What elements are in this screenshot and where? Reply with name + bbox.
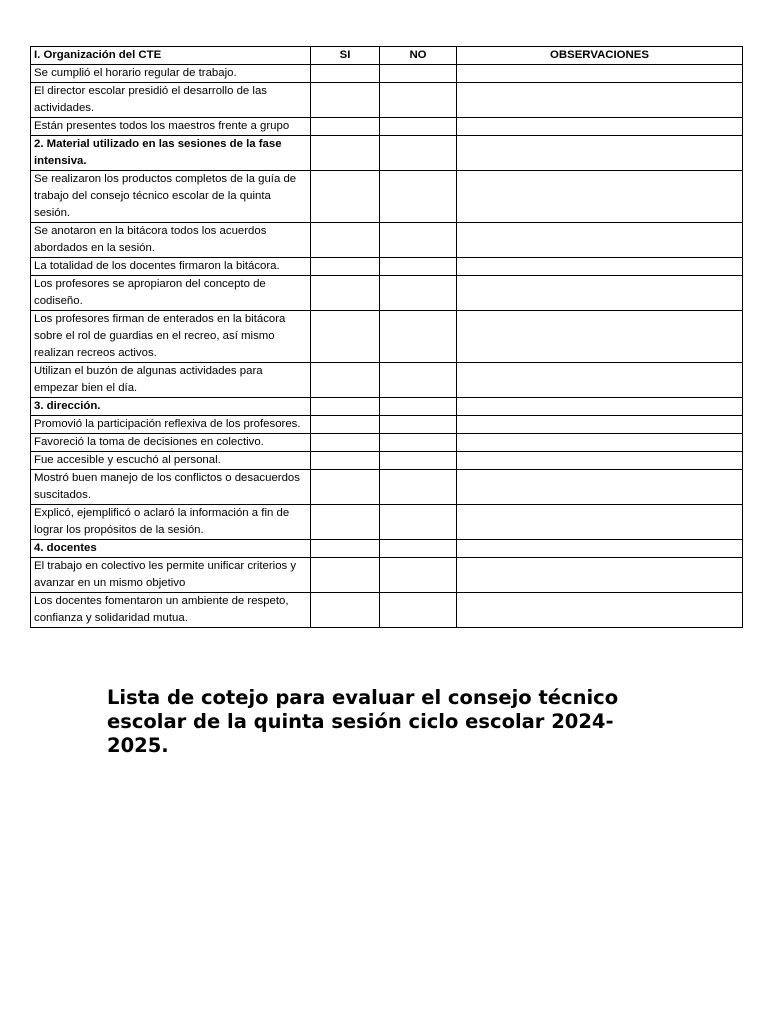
criterion-cell: Se cumplió el horario regular de trabajo. — [31, 65, 311, 83]
si-cell — [311, 452, 380, 470]
observaciones-cell — [457, 470, 743, 505]
no-cell — [380, 505, 457, 540]
section-heading-cell: 4. docentes — [31, 540, 311, 558]
no-cell — [380, 363, 457, 398]
section-heading-cell: 2. Material utilizado en las sesiones de la fase intensiva. — [31, 136, 311, 171]
si-cell — [311, 558, 380, 593]
si-cell — [311, 363, 380, 398]
column-header-no: NO — [380, 47, 457, 65]
no-cell — [380, 558, 457, 593]
criterion-cell: Se realizaron los productos completos de la guía de trabajo del consejo técnico escolar de la quinta sesión. — [31, 171, 311, 223]
table-row — [31, 416, 743, 434]
no-cell — [380, 171, 457, 223]
column-header-si: SI — [311, 47, 380, 65]
criterion-cell: El director escolar presidió el desarrollo de las actividades. — [31, 83, 311, 118]
si-cell — [311, 171, 380, 223]
table-row — [31, 505, 743, 540]
observaciones-cell — [457, 416, 743, 434]
table-row — [31, 258, 743, 276]
column-header-observaciones: OBSERVACIONES — [457, 47, 743, 65]
observaciones-cell — [457, 540, 743, 558]
si-cell — [311, 540, 380, 558]
observaciones-cell — [457, 276, 743, 311]
table-row — [31, 434, 743, 452]
no-cell — [380, 136, 457, 171]
criterion-cell: El trabajo en colectivo les permite unificar criterios y avanzar en un mismo objetivo — [31, 558, 311, 593]
table-body — [31, 65, 743, 628]
checklist-table — [30, 46, 743, 628]
criterion-cell: Utilizan el buzón de algunas actividades para empezar bien el día. — [31, 363, 311, 398]
no-cell — [380, 118, 457, 136]
no-cell — [380, 223, 457, 258]
no-cell — [380, 398, 457, 416]
no-cell — [380, 470, 457, 505]
table-row — [31, 276, 743, 311]
table-row — [31, 171, 743, 223]
observaciones-cell — [457, 136, 743, 171]
criterion-cell: Los profesores se apropiaron del concepto de codiseño. — [31, 276, 311, 311]
table-row — [31, 363, 743, 398]
observaciones-cell — [457, 171, 743, 223]
no-cell — [380, 258, 457, 276]
si-cell — [311, 223, 380, 258]
criterion-cell: Se anotaron en la bitácora todos los acuerdos abordados en la sesión. — [31, 223, 311, 258]
section-row — [31, 540, 743, 558]
si-cell — [311, 470, 380, 505]
observaciones-cell — [457, 505, 743, 540]
observaciones-cell — [457, 118, 743, 136]
si-cell — [311, 83, 380, 118]
criterion-cell: Promovió la participación reflexiva de los profesores. — [31, 416, 311, 434]
table-row — [31, 223, 743, 258]
observaciones-cell — [457, 398, 743, 416]
si-cell — [311, 398, 380, 416]
si-cell — [311, 311, 380, 363]
si-cell — [311, 593, 380, 628]
table-row — [31, 65, 743, 83]
table-row — [31, 558, 743, 593]
si-cell — [311, 258, 380, 276]
table-header-row — [31, 47, 743, 65]
section-row — [31, 136, 743, 171]
observaciones-cell — [457, 311, 743, 363]
no-cell — [380, 452, 457, 470]
si-cell — [311, 136, 380, 171]
observaciones-cell — [457, 363, 743, 398]
section-row — [31, 398, 743, 416]
table-row — [31, 470, 743, 505]
no-cell — [380, 416, 457, 434]
column-header-item: I. Organización del CTE — [31, 47, 311, 65]
criterion-cell: Los profesores firman de enterados en la bitácora sobre el rol de guardias en el recreo, así mismo realizan recreos activos. — [31, 311, 311, 363]
si-cell — [311, 65, 380, 83]
section-heading-cell: 3. dirección. — [31, 398, 311, 416]
table-row — [31, 452, 743, 470]
si-cell — [311, 276, 380, 311]
observaciones-cell — [457, 258, 743, 276]
observaciones-cell — [457, 593, 743, 628]
no-cell — [380, 311, 457, 363]
criterion-cell: Fue accesible y escuchó al personal. — [31, 452, 311, 470]
observaciones-cell — [457, 65, 743, 83]
si-cell — [311, 434, 380, 452]
criterion-cell: Los docentes fomentaron un ambiente de respeto, confianza y solidaridad mutua. — [31, 593, 311, 628]
criterion-cell: Favoreció la toma de decisiones en colectivo. — [31, 434, 311, 452]
si-cell — [311, 416, 380, 434]
no-cell — [380, 434, 457, 452]
criterion-cell: La totalidad de los docentes firmaron la bitácora. — [31, 258, 311, 276]
si-cell — [311, 118, 380, 136]
observaciones-cell — [457, 434, 743, 452]
observaciones-cell — [457, 223, 743, 258]
criterion-cell: Mostró buen manejo de los conflictos o desacuerdos suscitados. — [31, 470, 311, 505]
no-cell — [380, 593, 457, 628]
si-cell — [311, 505, 380, 540]
table-row — [31, 311, 743, 363]
observaciones-cell — [457, 83, 743, 118]
document-title: Lista de cotejo para evaluar el consejo técnico escolar de la quinta sesión ciclo escolar 2024-2025. — [107, 686, 619, 757]
table-row — [31, 83, 743, 118]
no-cell — [380, 276, 457, 311]
criterion-cell: Están presentes todos los maestros frente a grupo — [31, 118, 311, 136]
no-cell — [380, 540, 457, 558]
no-cell — [380, 83, 457, 118]
observaciones-cell — [457, 452, 743, 470]
observaciones-cell — [457, 558, 743, 593]
no-cell — [380, 65, 457, 83]
table-row — [31, 118, 743, 136]
criterion-cell: Explicó, ejemplificó o aclaró la información a fin de lograr los propósitos de la sesión. — [31, 505, 311, 540]
table-row — [31, 593, 743, 628]
